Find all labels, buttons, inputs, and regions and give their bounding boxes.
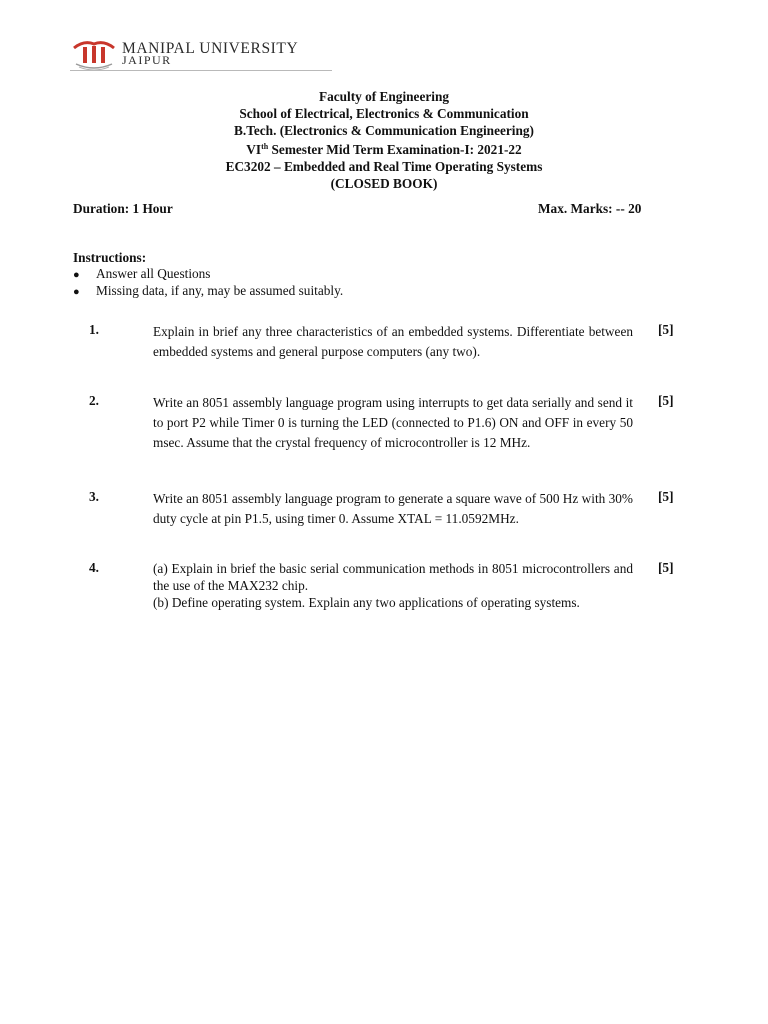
question-part-a: (a) Explain in brief the basic serial communication methods in 8051 microcontrollers and the use of the MAX232 chip.	[153, 561, 633, 593]
header-course: EC3202 – Embedded and Real Time Operating Systems	[225, 159, 543, 175]
header-exam-title: Semester Mid Term Examination-I: 2021-22	[268, 142, 522, 158]
logo-university-city: JAIPUR	[122, 53, 172, 67]
header-school: School of Electrical, Electronics & Communication	[239, 105, 529, 121]
question-number: 1.	[89, 322, 99, 337]
header-semester-suffix: th	[261, 142, 269, 152]
header-exam	[0, 139, 768, 159]
header-semester: VI	[246, 142, 262, 158]
question-marks: [5]	[658, 560, 674, 575]
question-text: Write an 8051 assembly language program using interrupts to get data serially and send it to port P2 while Timer 0 is turning the LED (connected to P1.6) ON and OFF in every 50 msec. Assume that the crystal frequency of microcontroller is 12 MHz.	[153, 395, 633, 450]
instruction-text: Answer all Questions	[96, 266, 211, 281]
question-number: 3.	[89, 489, 99, 504]
question-marks: [5]	[658, 489, 674, 504]
exam-header	[0, 89, 768, 193]
question-text: Write an 8051 assembly language program to generate a square wave of 500 Hz with 30% duty cycle at pin P1.5, using timer 0. Assume XTAL = 11.0592MHz.	[153, 491, 633, 526]
question-part-b: (b) Define operating system. Explain any two applications of operating systems.	[153, 595, 580, 610]
logo-university-name: MANIPAL UNIVERSITY	[122, 40, 299, 57]
question-number: 4.	[89, 560, 99, 575]
instructions-title: Instructions:	[73, 250, 147, 265]
exam-max-marks: Max. Marks: -- 20	[538, 201, 642, 216]
bullet-icon: ●	[73, 286, 80, 298]
header-faculty: Faculty of Engineering	[318, 89, 449, 104]
question-text	[153, 560, 633, 611]
question-text: Explain in brief any three characteristics of an embedded systems. Differentiate between embedded systems and general purpose computers (any two).	[153, 324, 633, 359]
university-logo	[70, 38, 332, 74]
instruction-item	[73, 283, 343, 299]
instruction-text: Missing data, if any, may be assumed suitably.	[96, 283, 344, 298]
header-program: B.Tech. (Electronics & Communication Engineering)	[234, 122, 534, 138]
instruction-item	[73, 266, 210, 282]
question-number: 2.	[89, 393, 99, 408]
exam-duration: Duration: 1 Hour	[73, 201, 173, 216]
logo-underline	[70, 70, 332, 71]
header-book-mode: (CLOSED BOOK)	[330, 175, 438, 191]
bullet-icon: ●	[73, 269, 80, 281]
question-marks: [5]	[658, 322, 674, 337]
university-emblem-icon	[70, 38, 118, 72]
question-marks: [5]	[658, 393, 674, 408]
